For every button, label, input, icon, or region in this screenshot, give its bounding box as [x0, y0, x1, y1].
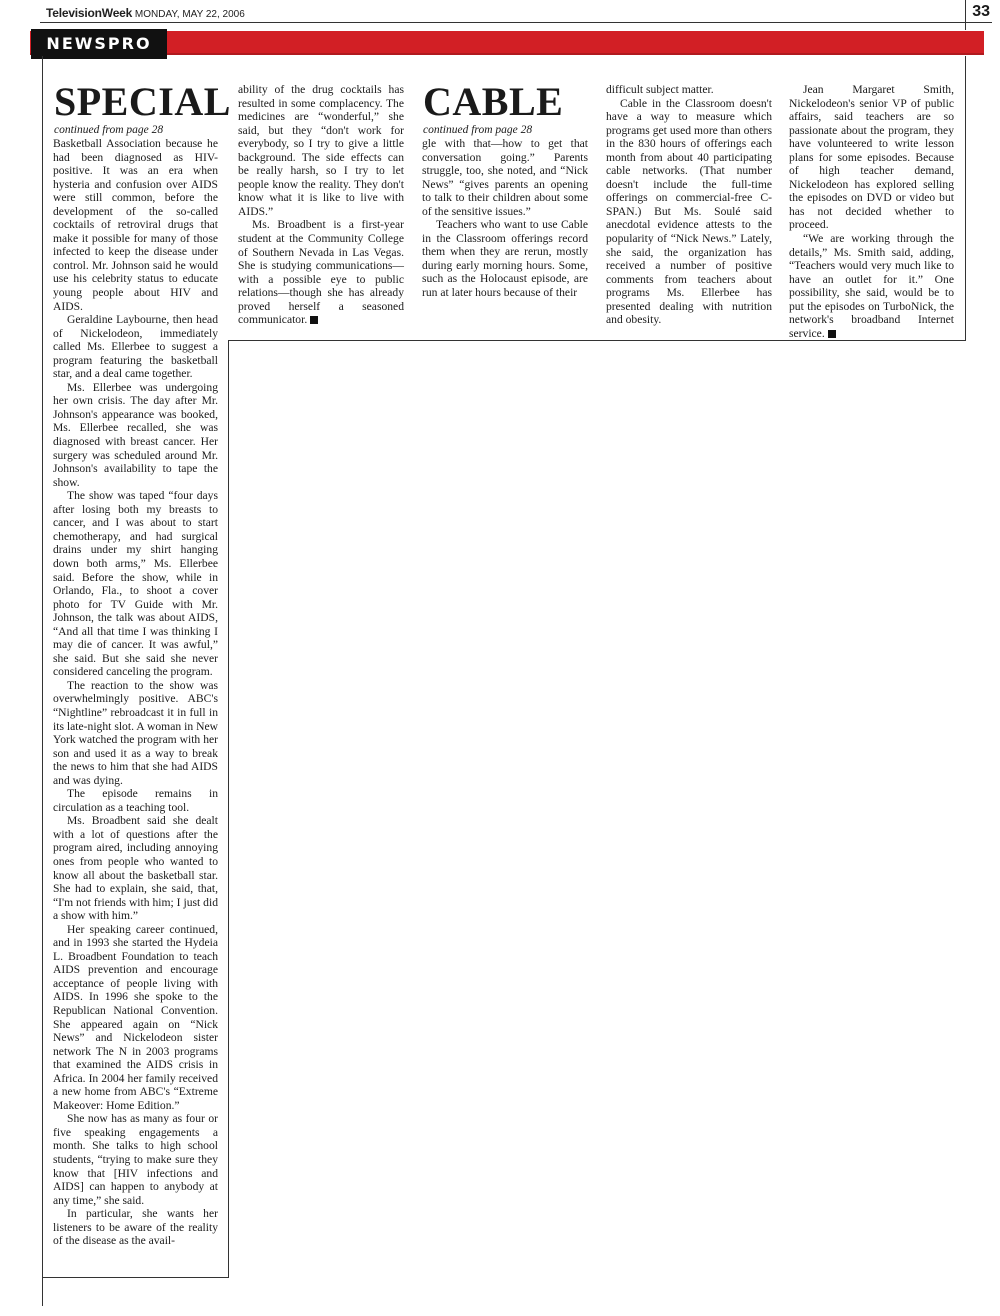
section-bar-shade — [30, 53, 984, 55]
masthead-rule — [40, 22, 992, 23]
section-bar — [30, 31, 984, 55]
paragraph: Ms. Broadbent said she dealt with a lot of questions after the program aired, including annoying ones from people who wanted to know all about the basketball star. She had to explain, she said, that, “I'm not friends with him; I just did a show with him.” — [53, 814, 218, 923]
paragraph: Ms. Ellerbee was undergoing her own crisis. The day after Mr. Johnson's appearance was booked, Ms. Ellerbee recalled, she was diagnosed with breast cancer. Her surgery was scheduled around Mr. Johnson's availability to tape the show. — [53, 380, 218, 489]
paragraph: Cable in the Classroom doesn't have a way to measure which programs get used more than others in the 830 hours of offerings each month from about 40 participating cable networks. (That number doesn't include the full-time offerings on commercial-free C-SPAN.) But Ms. Soulé said anecdotal evidence attests to the popularity of “Nick News.” Lately, she said, the organization has received a number of positive comments from teachers about programs Ms. Ellerbee has presented dealing with nutrition and obesity. — [606, 96, 772, 327]
column-one-rule — [228, 340, 229, 1278]
paragraph-text: “We are working through the details,” Ms. Smith said, adding, “Teachers would very much like to have an outlet for it.” One possibility, she said, would be to put the episodes on TurboNick, the network's broadband Internet service. — [789, 232, 954, 340]
frame-left-rule — [42, 56, 43, 1306]
masthead — [46, 6, 245, 20]
end-of-story-mark — [828, 330, 836, 338]
end-of-story-mark — [310, 316, 318, 324]
issue-date: MONDAY, MAY 22, 2006 — [134, 9, 245, 20]
publication-name: TelevisionWeek — [46, 6, 133, 20]
paragraph: Her speaking career continued, and in 1993 she started the Hydeia L. Broadbent Foundation to teach AIDS prevention and encourage acceptance of people living with AIDS. In 1996 she spoke to the Republican National Convention. She appeared again on “Nick News” and Nickelodeon sister network The N in 2003 programs that examined the AIDS crisis in Africa. In 2004 her family received a new home from ABC's “Extreme Makeover: Home Edition.” — [53, 922, 218, 1112]
cable-column-2 — [606, 83, 772, 327]
paragraph: The show was taped “four days after losing both my breasts to cancer, and I was about to start chemotherapy, and had surgical drains under my shirt hanging down both arms,” Ms. Ellerbee said. Before the show, while in Orlando, Fla., to shoot a cover photo for TV Guide with Mr. Johnson, the talk was about AIDS, “And all that time I was thinking I may die of cancer. It was awful,” she said. But she said she never considered canceling the program. — [53, 489, 218, 679]
special-continued-line: continued from page 28 — [54, 124, 164, 136]
paragraph: The episode remains in circulation as a teaching tool. — [53, 787, 218, 814]
paragraph: Geraldine Laybourne, then head of Nickelodeon, immediately called Ms. Ellerbee to suggest a program featuring the basketball star, and a deal came together. — [53, 313, 218, 381]
paragraph: Basketball Association because he had been diagnosed as HIV-positive. It was an era when hysteria and confusion over AIDS were still common, before the development of the so-called cocktails of retroviral drugs that make it possible for many of those infected to keep the disease under control. Mr. Johnson said he would use his celebrity status to educate young people about HIV and AIDS. — [53, 137, 218, 313]
special-column-1 — [53, 137, 218, 1248]
paragraph: In particular, she wants her listeners to be aware of the reality of the disease as the avail- — [53, 1207, 218, 1248]
cable-continued-line: continued from page 28 — [423, 124, 533, 136]
paragraph: Teachers who want to use Cable in the Classroom offerings record them when they are rerun, mostly during early morning hours. Some, such as the Holocaust episode, are run at later hours because of their — [422, 218, 588, 300]
section-tag: NEWSPRO — [31, 29, 167, 59]
page-number: 33 — [972, 3, 990, 20]
paragraph-text: Ms. Broadbent is a first-year student at the Community College of Southern Nevada in Las Vegas. She is studying communications—with a possible eye to public relations—though she has already proved herself a seasoned communicator. — [238, 218, 404, 327]
frame-right-rule — [965, 56, 966, 341]
paragraph: ability of the drug cocktails has resulted in some complacency. The medicines are “wonderful,” she said, but they “don't work for everybody, so I try to give a little background. The side effects can be really harsh, so I try to let people know the reality. They don't know what it is like to live with AIDS.” — [238, 83, 404, 218]
paragraph-with-end-mark — [238, 218, 404, 326]
paragraph-with-end-mark — [789, 232, 954, 340]
special-column-2 — [238, 83, 404, 327]
column-one-bottom-rule — [42, 1277, 229, 1278]
cable-headline: CABLE — [423, 79, 564, 124]
paragraph: Jean Margaret Smith, Nickelodeon's senior VP of public affairs, said teachers are so passionate about the program, they have volunteered to write lesson plans for some episodes. Because of high teacher demand, Nickelodeon has explored selling the episodes on DVD or video but has not decided whether to proceed. — [789, 83, 954, 232]
page-number-divider — [965, 0, 966, 30]
cable-column-1 — [422, 137, 588, 300]
cable-column-3 — [789, 83, 954, 340]
special-headline: SPECIAL — [54, 79, 231, 124]
paragraph: She now has as many as four or five speaking engagements a month. She talks to high school students, “trying to make sure they know that [HIV infections and AIDS] can happen to anybody at any time,” she said. — [53, 1112, 218, 1207]
paragraph: gle with that—how to get that conversation going.” Parents struggle, too, she noted, and “Nick News” “gives parents an opening to talk to their children about some of the sensitive issues.” — [422, 137, 588, 218]
paragraph: The reaction to the show was overwhelmingly positive. ABC's “Nightline” rebroadcast it in full in its late-night slot. A woman in New York watched the program with her son and used it as a way to break the news to him that she had AIDS and was dying. — [53, 678, 218, 787]
paragraph: difficult subject matter. — [606, 83, 714, 96]
